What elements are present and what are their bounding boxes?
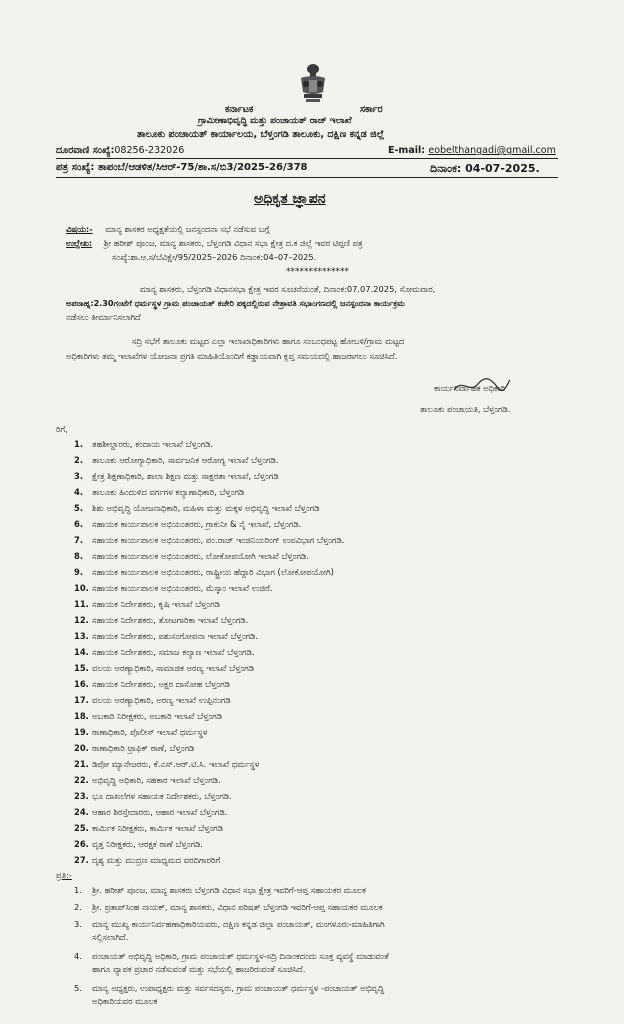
email-line: [388, 145, 556, 156]
list-item: 4. ಪಂಚಾಯತ್ ಅಭಿವೃದ್ಧಿ ಅಧಿಕಾರಿ, ಗ್ರಾಮ ಪಂಚಾಯತ್ ಧರ್ಮಸ್ಥಳ-ಸದ್ರಿ ದಿನಾಂಕದಂದು ಸೂಕ್ತ ವ್ಯವಸ್ಥೆ ಮಾಡುವಂತೆ ಹಾಗೂ ವ್ಯಾಪಕ ಪ್ರಚಾರ ನಡೆಸುವಂತೆ ಮತ್ತು ಸಭೆಯಲ್ಲಿ ಹಾಜರಿರುವಂತೆ ಸೂಚಿಸಿದೆ.: [74, 951, 389, 974]
list-item: 27. ದೃಶ್ಯ ಮತ್ತು ಮುದ್ರಣ ಮಾಧ್ಯಮದ ವರದಿಗಾರರಿಗೆ: [74, 855, 221, 865]
list-item: 22. ಅಭಿವೃದ್ಧಿ ಅಧಿಕಾರಿ, ಸಹಕಾರ ಇಲಾಖೆ ಬೆಳ್ತಂಗಡಿ.: [74, 775, 221, 785]
list-item: 18. ಅಬಕಾರಿ ನಿರೀಕ್ಷಕರು, ಅಬಕಾರಿ ಇಲಾಖೆ ಬೆಳ್ತಂಗಡಿ: [74, 711, 222, 721]
list-item: 2. ತಾಲೂಕು ಆರೋಗ್ಯಾಧಿಕಾರಿ, ಸಾರ್ವಜನಿಕ ಆರೋಗ್ಯ ಇಲಾಖೆ ಬೆಳ್ತಂಗಡಿ.: [74, 455, 279, 465]
reference-line-1: [66, 238, 363, 249]
phone-line: [56, 145, 184, 156]
subject-label: ವಿಷಯ:-: [66, 224, 93, 234]
office-name: ತಾಲೂಕು ಪಂಚಾಯತ್ ಕಾರ್ಯಾಲಯ, ಬೆಳ್ತಂಗಡಿ ತಾಲೂಕು, ದಕ್ಷಿಣ ಕನ್ನಡ ಜಿಲ್ಲೆ: [137, 129, 385, 140]
email-label: E-mail:: [388, 145, 429, 156]
list-item: 24. ಆಹಾರ ಶಿರಸ್ತೇದಾರರು, ಆಹಾರ ಇಲಾಖೆ ಬೆಳ್ತಂಗಡಿ.: [74, 807, 228, 817]
state-label-right: ಸರ್ಕಾರ: [360, 104, 383, 115]
phone-number: 08256-232026: [114, 145, 185, 156]
list-item: 7. ಸಹಾಯಕ ಕಾರ್ಯಪಾಲಕ ಅಭಿಯಂತರರು, ಪಂ.ರಾಜ್ ಇಂಜಿನಿಯರಿಂಗ್ ಉಪವಿಭಾಗ ಬೆಳ್ತಂಗಡಿ.: [74, 535, 345, 545]
list-item: 17. ವಲಯ ಅರಣ್ಯಾಧಿಕಾರಿ, ಅರಣ್ಯ ಇಲಾಖೆ ಉಪ್ಪಿನಂಗಡಿ: [74, 695, 231, 705]
signatory-title: ಕಾರ್ಯನಿರ್ವಾಹಕ ಅಧಿಕಾರಿ: [434, 383, 506, 393]
list-item: 21. ಡಿಪೋ ಮ್ಯಾನೇಜರರು, ಕೆ.ಎಸ್.ಆರ್.ಟಿ.ಸಿ. ಇಲಾಖೆ ಧರ್ಮಸ್ಥಳ: [74, 759, 260, 769]
department-name: ಗ್ರಾಮೀಣಾಭಿವೃದ್ಧಿ ಮತ್ತು ಪಂಚಾಯತ್ ರಾಜ್ ಇಲಾಖೆ: [198, 116, 352, 126]
reference-label: ಉಲ್ಲೇಖ:: [66, 238, 93, 248]
list-item: 13. ಸಹಾಯಕ ನಿರ್ದೇಶಕರು, ಪಶುಸಂಗೋಪನಾ ಇಲಾಖೆ ಬೆಳ್ತಂಗಡಿ.: [74, 631, 258, 641]
letter-date: ದಿನಾಂಕ: 04-07-2025.: [430, 162, 540, 175]
list-item: 5. ಶಿಶು ಅಭಿವೃದ್ಧಿ ಯೋಜನಾಧಿಕಾರಿ, ಮಹಿಳಾ ಮತ್ತು ಮಕ್ಕಳ ಅಭಿವೃದ್ಧಿ ಇಲಾಖೆ ಬೆಳ್ತಂಗಡಿ: [74, 503, 320, 513]
karnataka-state-emblem-icon: [295, 62, 331, 104]
list-item: 4. ತಾಲೂಕು ಹಿಂದುಳಿದ ವರ್ಗಗಳ ಕಲ್ಯಾಣಾಧಿಕಾರಿ, ಬೆಳ್ತಂಗಡಿ: [74, 487, 245, 497]
list-item: 3. ಮಾನ್ಯ ಮುಖ್ಯ ಕಾರ್ಯನಿರ್ವಹಣಾಧಿಕಾರಿಯವರು, ದಕ್ಷಿಣ ಕನ್ನಡ ಜಿಲ್ಲಾ ಪಂಚಾಯತ್, ಮಂಗಳೂರು-ಮಾಹಿತಿಗಾಗಿ ಸಲ್ಲಿಸಲಾಗಿದೆ.: [74, 919, 385, 942]
list-item: 26. ವೃತ್ತ ನಿರೀಕ್ಷಕರು, ಆರಕ್ಷಕ ಠಾಣೆ ಬೆಳ್ತಂಗಡಿ.: [74, 839, 203, 849]
body-para1-line1: ಮಾನ್ಯ ಶಾಸಕರು, ಬೆಳ್ತಂಗಡಿ ವಿಧಾನಸಭಾ ಕ್ಷೇತ್ರ ಇವರ ಸೂಚನೆಯಂತೆ, ದಿನಾಂಕ:07.07.2025, ಸೋಮವಾರ,: [140, 284, 436, 294]
list-item: 10. ಸಹಾಯಕ ಕಾರ್ಯಪಾಲಕ ಅಭಿಯಂತರರು, ಮೆಸ್ಕಾಂ ಇಲಾಖೆ ಉಜಿರೆ.: [74, 583, 273, 593]
list-item: 15. ವಲಯ ಅರಣ್ಯಾಧಿಕಾರಿ, ಸಾಮಾಜಿಕ ಅರಣ್ಯ ಇಲಾಖೆ ಬೆಳ್ತಂಗಡಿ: [74, 663, 254, 673]
list-item: 1. ಶ್ರೀ. ಹರೀಶ್ ಪೂಂಜ, ಮಾನ್ಯ ಶಾಸಕರು ಬೆಳ್ತಂಗಡಿ ವಿಧಾನ ಸಭಾ ಕ್ಷೇತ್ರ ಇವರಿಗೆ-ಆಪ್ತ ಸಹಾಯಕರ ಮೂಲಕ: [74, 885, 366, 895]
list-item: 23. ಭೂ ದಾಖಲೆಗಳ ಸಹಾಯಕ ನಿರ್ದೇಶಕರು, ಬೆಳ್ತಂಗಡಿ.: [74, 791, 232, 801]
email-address: eobelthangadi@gmail.com: [428, 145, 556, 156]
reference-text-1: ಶ್ರೀ ಹರೀಶ್ ಪೂಂಜ, ಮಾನ್ಯ ಶಾಸಕರು, ಬೆಳ್ತಂಗಡಿ ವಿಧಾನ ಸಭಾ ಕ್ಷೇತ್ರ ದ.ಕ ಜಿಲ್ಲೆ ಇವರ ಟಿಪ್ಪಣಿ ಪತ್ರ: [103, 238, 363, 248]
separator-stars: **************: [286, 267, 349, 277]
state-label-left: ಕರ್ನಾಟಕ: [225, 104, 254, 115]
reference-text-2: ಸಂಖ್ಯೆ:ಶಾ.ಆ.ಸ/ಬೆವಿಕ್ಷೇ/95/2025–2026 ದಿನಾಂಕ:04–07–2025.: [112, 252, 317, 262]
body-para2-line2: ಅಧಿಕಾರಿಗಳು ತಮ್ಮ ಇಲಾಖೆಗಳ ಯೋಜನಾ ಪ್ರಗತಿ ಮಾಹಿತಿಯೊಂದಿಗೆ ಕಡ್ಡಾಯವಾಗಿ ಕ್ಲಪ್ತ ಸಮಯದಲ್ಲಿ ಹಾಜರಾಗಲು ಸೂಚಿಸಿದೆ.: [66, 351, 398, 361]
recipients-label: ರಿಗೆ,: [56, 424, 68, 434]
phone-label: ದೂರವಾಣಿ ಸಂಖ್ಯೆ:: [56, 145, 115, 156]
list-item: 1. ತಹಶೀಲ್ದಾರರು, ಕಂದಾಯ ಇಲಾಖೆ ಬೆಳ್ತಂಗಡಿ.: [74, 439, 214, 449]
list-item: 8. ಸಹಾಯಕ ಕಾರ್ಯಪಾಲಕ ಅಭಿಯಂತರರು, ಲೋಕೋಪಯೋಗಿ ಇಲಾಖೆ ಬೆಳ್ತಂಗಡಿ.: [74, 551, 309, 561]
list-item: 19. ಠಾಣಾಧಿಕಾರಿ, ಪೊಲೀಸ್ ಇಲಾಖೆ ಧರ್ಮಸ್ಥಳ: [74, 727, 208, 737]
header-rule-bottom: [56, 177, 558, 178]
list-item: 2. ಶ್ರೀ. ಪ್ರತಾಪ್‌ಸಿಂಹ ನಾಯಕ್, ಮಾನ್ಯ ಶಾಸಕರು, ವಿಧಾನ ಪರಿಷತ್ ಬೆಳ್ತಂಗಡಿ ಇವರಿಗೆ-ಆಪ್ತ ಸಹಾಯಕರ ಮೂಲಕ: [74, 902, 383, 912]
header-rule-top: [56, 158, 558, 159]
list-item: 14. ಸಹಾಯಕ ನಿರ್ದೇಶಕರು, ಸಮಾಜ ಕಲ್ಯಾಣ ಇಲಾಖೆ ಬೆಳ್ತಂಗಡಿ.: [74, 647, 255, 657]
list-item: 11. ಸಹಾಯಕ ನಿರ್ದೇಶಕರು, ಕೃಷಿ ಇಲಾಖೆ ಬೆಳ್ತಂಗಡಿ: [74, 599, 220, 609]
letter-number: ಪತ್ರ ಸಂಖ್ಯೆ: ತಾಪಂಬೆ/ಆಡಳಿತ/ಸಿಆರ್-75/ಶಾ.ಸ/ಬಿ3/2025-26/378: [56, 162, 308, 173]
body-para2-line1: ಸದ್ರಿ ಸಭೆಗೆ ತಾಲೂಕು ಮಟ್ಟದ ಎಲ್ಲಾ ಇಲಾಖಾಧಿಕಾರಿಗಳು ಹಾಗೂ ಸಂಬಂಧಪಟ್ಟ ಹೋಬಳಿ/ಗ್ರಾಮ ಮಟ್ಟದ: [132, 336, 405, 346]
copy-label: ಪ್ರತಿ:-: [56, 870, 72, 880]
body-para1-line3: ನಡೆಸಲು ತೀರ್ಮಾನಿಸಲಾಗಿದೆ: [66, 312, 141, 322]
list-item: 12. ಸಹಾಯಕ ನಿರ್ದೇಶಕರು, ತೋಟಗಾರಿಕಾ ಇಲಾಖೆ ಬೆಳ್ತಂಗಡಿ.: [74, 615, 249, 625]
list-item: 3. ಕ್ಷೇತ್ರ ಶಿಕ್ಷಣಾಧಿಕಾರಿ, ಶಾಲಾ ಶಿಕ್ಷಣ ಮತ್ತು ಸಾಕ್ಷರತಾ ಇಲಾಖೆ, ಬೆಳ್ತಂಗಡಿ: [74, 471, 279, 481]
list-item: 25. ಕಾರ್ಮಿಕ ನಿರೀಕ್ಷಕರು, ಕಾರ್ಮಿಕ ಇಲಾಖೆ ಬೆಳ್ತಂಗಡಿ: [74, 823, 223, 833]
list-item: 9. ಸಹಾಯಕ ಕಾರ್ಯಪಾಲಕ ಅಭಿಯಂತರರು, ರಾಷ್ಟ್ರೀಯ ಹೆದ್ದಾರಿ ವಿಭಾಗ (ಲೋಕೋಪಯೋಗಿ): [74, 567, 334, 577]
list-item: 5. ಮಾನ್ಯ ಅಧ್ಯಕ್ಷರು, ಉಪಾಧ್ಯಕ್ಷರು ಮತ್ತು ಸರ್ವಸದಸ್ಯರು, ಗ್ರಾಮ ಪಂಚಾಯತ್ ಧರ್ಮಸ್ಥಳ -ಪಂಚಾಯತ್ ಅಭಿವೃದ್ಧಿ ಅಧಿಕಾರಿಯವರ ಮೂಲಕ: [74, 983, 385, 1006]
signatory-office: ತಾಲೂಕು ಪಂಚಾಯತಿ, ಬೆಳ್ತಂಗಡಿ.: [420, 404, 511, 414]
list-item: 20. ಠಾಣಾಧಿಕಾರಿ ಟ್ರಾಫಿಕ್ ಠಾಣೆ, ಬೆಳ್ತಂಗಡಿ: [74, 743, 195, 753]
subject-line: [66, 224, 270, 235]
body-para1-line2: ಅಪರಾಹ್ನ:2.30ಗಂಟೆಗೆ ಧರ್ಮಸ್ಥಳ ಗ್ರಾಮ ಪಂಚಾಯತ್ ಕಚೇರಿ ಪಕ್ಕದಲ್ಲಿರುವ ನೇತ್ರಾವತಿ ಸಭಾಂಗಣದಲ್ಲಿ ಜನಸ್ಪಂದನಾ ಕಾರ್ಯಕ್ರಮ: [66, 298, 405, 308]
subject-text: ಮಾನ್ಯ ಶಾಸಕರ ಅಧ್ಯಕ್ಷತೆಯಲ್ಲಿ ಜನಸ್ಪಂದನಾ ಸಭೆ ನಡೆಸುವ ಬಗ್ಗೆ: [105, 224, 270, 234]
list-item: 6. ಸಹಾಯಕ ಕಾರ್ಯಪಾಲಕ ಅಭಿಯಂತರರು, ಗ್ರಾಕುನೀ & ನೈ ಇಲಾಖೆ, ಬೆಳ್ತಂಗಡಿ.: [74, 519, 302, 529]
page-title: ಅಧಿಕೃತ ಜ್ಞಾಪನ: [254, 191, 326, 207]
list-item: 16. ಸಹಾಯಕ ನಿರ್ದೇಶಕರು, ಅಕ್ಷರ ದಾಸೋಹ ಬೆಳ್ತಂಗಡಿ: [74, 679, 230, 689]
